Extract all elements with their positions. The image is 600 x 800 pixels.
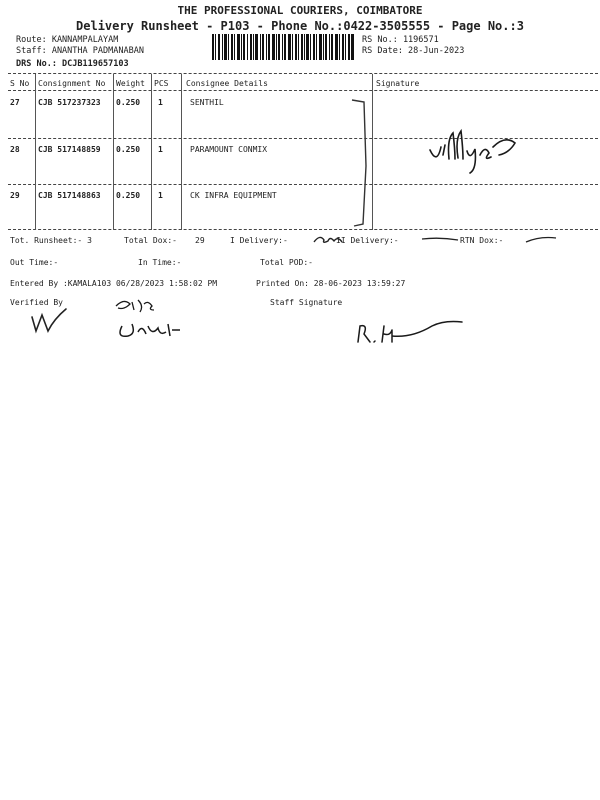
table-bottom-rule: [8, 229, 598, 230]
barcode: [212, 34, 354, 60]
row-sno: 27: [10, 98, 20, 107]
row-weight: 0.250: [116, 191, 141, 200]
table-top-rule: [8, 73, 598, 74]
rs-number: RS No.: 1196571: [362, 35, 439, 45]
staff: Staff: ANANTHA PADMANABAN: [16, 46, 144, 56]
out-time: Out Time:-: [10, 258, 59, 267]
company-name: THE PROFESSIONAL COURIERS, COIMBATORE: [177, 4, 423, 17]
row-consignment: CJB 517237323: [38, 98, 101, 107]
col-header-consignment: Consignment No: [38, 79, 106, 88]
in-time: In Time:-: [138, 258, 182, 267]
staff-signature: [352, 312, 468, 348]
row-consignee: CK INFRA EQUIPMENT: [190, 191, 277, 200]
handwritten-dash: [524, 234, 558, 246]
runsheet-title: Delivery Runsheet - P103 - Phone No.:0422-3505555 - Page No.:3: [76, 19, 524, 33]
total-dox-label: Total Dox:-: [124, 236, 177, 245]
i-delivery: I Delivery:-: [230, 236, 288, 245]
col-header-weight: Weight: [116, 79, 145, 88]
bracket-mark: [350, 96, 372, 230]
total-dox-value: 29: [195, 236, 205, 245]
column-divider: [35, 74, 36, 230]
row-pcs: 1: [158, 98, 163, 107]
column-divider: [151, 74, 152, 230]
total-runsheet: Tot. Runsheet:- 3: [10, 236, 92, 245]
row-weight: 0.250: [116, 98, 141, 107]
column-divider: [113, 74, 114, 230]
verifier-signature-2: [110, 296, 190, 342]
row-rule: [8, 184, 598, 185]
rs-date: RS Date: 28-Jun-2023: [362, 46, 465, 56]
column-divider: [181, 74, 182, 230]
ii-delivery: II Delivery:-: [336, 236, 399, 245]
rtn-dox: RTN Dox:-: [460, 236, 504, 245]
verified-by: Verified By: [10, 298, 63, 307]
route: Route: KANNAMPALAYAM: [16, 35, 119, 45]
handwritten-dash: [420, 234, 460, 244]
row-consignee: PARAMOUNT CONMIX: [190, 145, 268, 154]
drs-number: DRS No.: DCJB119657103: [16, 59, 129, 69]
col-header-sno: S No: [10, 79, 30, 88]
row-pcs: 1: [158, 145, 163, 154]
staff-signature-label: Staff Signature: [270, 298, 343, 307]
col-header-consignee: Consignee Details: [186, 79, 268, 88]
handwritten-mark: [312, 232, 348, 246]
recipient-signature: [425, 125, 525, 175]
row-consignee: SENTHIL: [190, 98, 224, 107]
verifier-signature: [28, 305, 76, 335]
row-pcs: 1: [158, 191, 163, 200]
row-sno: 28: [10, 145, 20, 154]
row-consignment: CJB 517148859: [38, 145, 101, 154]
column-divider: [372, 74, 373, 230]
col-header-pcs: PCS: [154, 79, 169, 88]
row-consignment: CJB 517148863: [38, 191, 101, 200]
row-weight: 0.250: [116, 145, 141, 154]
header-rule: [8, 90, 598, 91]
col-header-signature: Signature: [376, 79, 420, 88]
total-pod: Total POD:-: [260, 258, 313, 267]
printed-on: Printed On: 28-06-2023 13:59:27: [256, 279, 406, 288]
entered-by: Entered By :KAMALA103 06/28/2023 1:58:02 PM: [10, 279, 218, 288]
row-sno: 29: [10, 191, 20, 200]
